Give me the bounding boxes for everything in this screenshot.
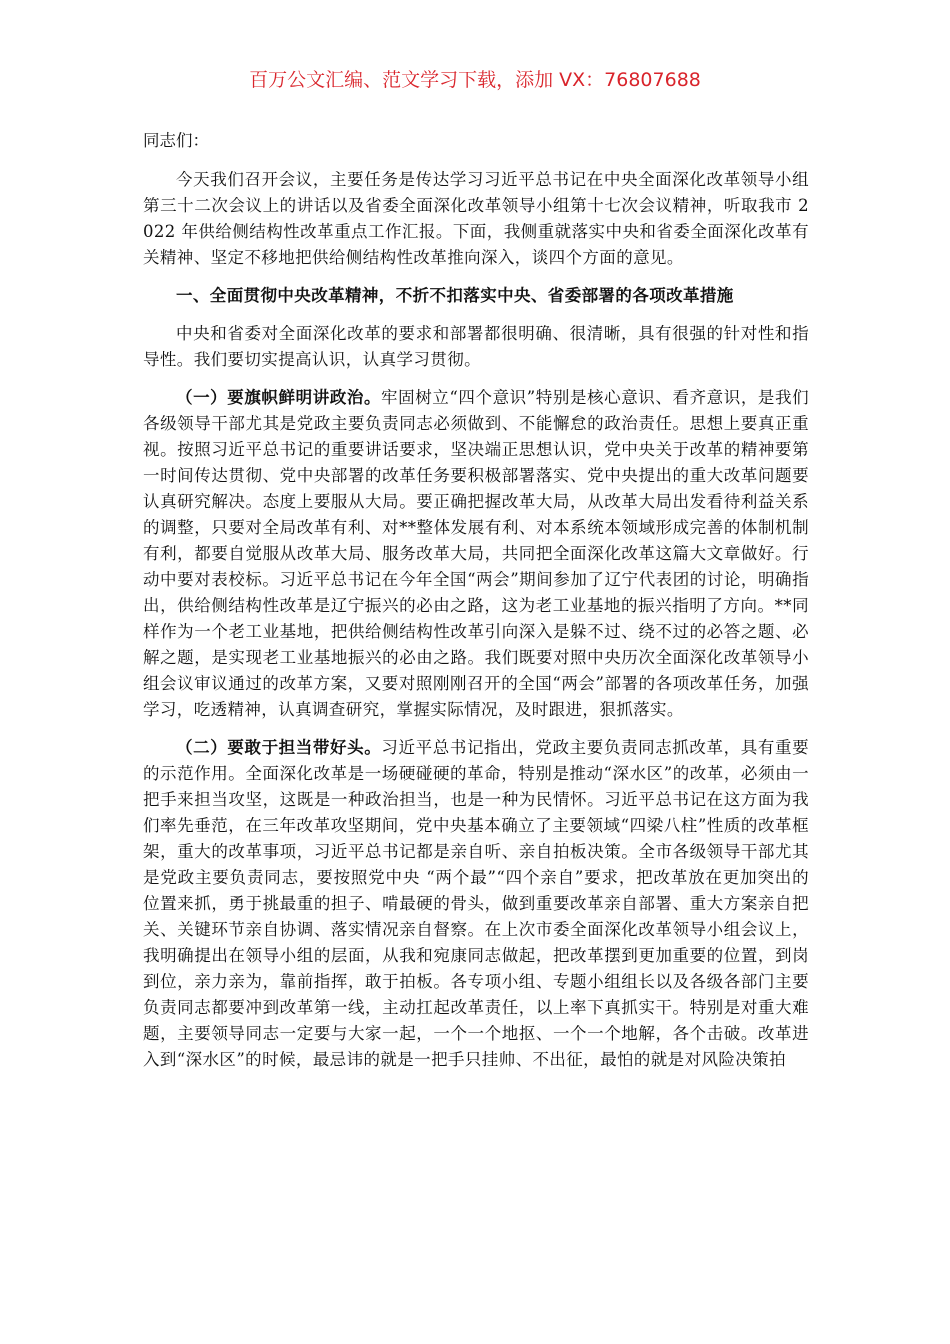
point-paragraph-1 <box>143 385 809 723</box>
intro-paragraph: 今天我们召开会议，主要任务是传达学习习近平总书记在中央全面深化改革领导小组第三十二次会议上的讲话以及省委全面深化改革领导小组第十七次会议精神，听取我市 2022 年供给侧结构性改革重点工作汇报。下面，我侧重就落实中央和省委全面深化改革有关精神、坚定不移地把供给侧结构性改革推向深入，谈四个方面的意见。 <box>143 170 809 267</box>
point-lead-2: （二）要敢于担当带好头。 <box>176 738 382 757</box>
salutation: 同志们： <box>143 131 209 150</box>
point-paragraph-2 <box>143 735 809 1073</box>
point-lead-1: （一）要旗帜鲜明讲政治。 <box>176 388 382 407</box>
watermark-banner: 百万公文汇编、范文学习下载，添加 VX：76807688 <box>249 69 701 91</box>
document-page <box>143 128 809 1085</box>
point-body-1: 牢固树立“四个意识”特别是核心意识、看齐意识，是我们各级领导干部尤其是党政主要负责同志必须做到、不能懈怠的政治责任。思想上要真正重视。按照习近平总书记的重要讲话要求，坚决端正思想认识，党中央关于改革的精神要第一时间传达贯彻、党中央部署的改革任务要积极部署落实、党中央提出的重大改革问题要认真研究解决。态度上要服从大局。要正确把握改革大局，从改革大局出发看待利益关系的调整，只要对全局改革有利、对**整体发展有利、对本系统本领域形成完善的体制机制有利，都要自觉服从改革大局、服务改革大局，共同把全面深化改革这篇大文章做好。行动中要对表校标。习近平总书记在今年全国“两会”期间参加了辽宁代表团的讨论，明确指出，供给侧结构性改革是辽宁振兴的必由之路，这为老工业基地的振兴指明了方向。**同样作为一个老工业基地，把供给侧结构性改革引向深入是躲不过、绕不过的必答之题、必解之题，是实现老工业基地振兴的必由之路。我们既要对照中央历次全面深化改革领导小组会议审议通过的改革方案，又要对照刚刚召开的全国“两会”部署的各项改革任务，加强学习，吃透精神，认真调查研究，掌握实际情况，及时跟进，狠抓落实。 <box>143 388 809 719</box>
section-heading: 一、全面贯彻中央改革精神，不折不扣落实中央、省委部署的各项改革措施 <box>176 286 734 305</box>
point-body-2: 习近平总书记指出，党政主要负责同志抓改革，具有重要的示范作用。全面深化改革是一场硬碰硬的革命，特别是推动“深水区”的改革，必须由一把手来担当攻坚，这既是一种政治担当，也是一种为民情怀。习近平总书记在这方面为我们率先垂范，在三年改革攻坚期间，党中央基本确立了主要领域“四梁八柱”性质的改革框架，重大的改革事项，习近平总书记都是亲自听、亲自拍板决策。全市各级领导干部尤其是党政主要负责同志，要按照党中央 “两个最”“四个亲自”要求，把改革放在更加突出的位置来抓，勇于挑最重的担子、啃最硬的骨头，做到重要改革亲自部署、重大方案亲自把关、关键环节亲自协调、落实情况亲自督察。在上次市委全面深化改革领导小组会议上，我明确提出在领导小组的层面，从我和宛康同志做起，把改革摆到更加重要的位置，到岗到位，亲力亲为，靠前指挥，敢于拍板。各专项小组、专题小组组长以及各级各部门主要负责同志都要冲到改革第一线，主动扛起改革责任，以上率下真抓实干。特别是对重大难题，主要领导同志一定要与大家一起，一个一个地抠、一个一个地解，各个击破。改革进入到“深水区”的时候，最忌讳的就是一把手只挂帅、不出征，最怕的就是对风险决策拍 <box>143 738 809 1069</box>
section-intro-paragraph: 中央和省委对全面深化改革的要求和部署都很明确、很清晰，具有很强的针对性和指导性。我们要切实提高认识，认真学习贯彻。 <box>143 324 809 369</box>
